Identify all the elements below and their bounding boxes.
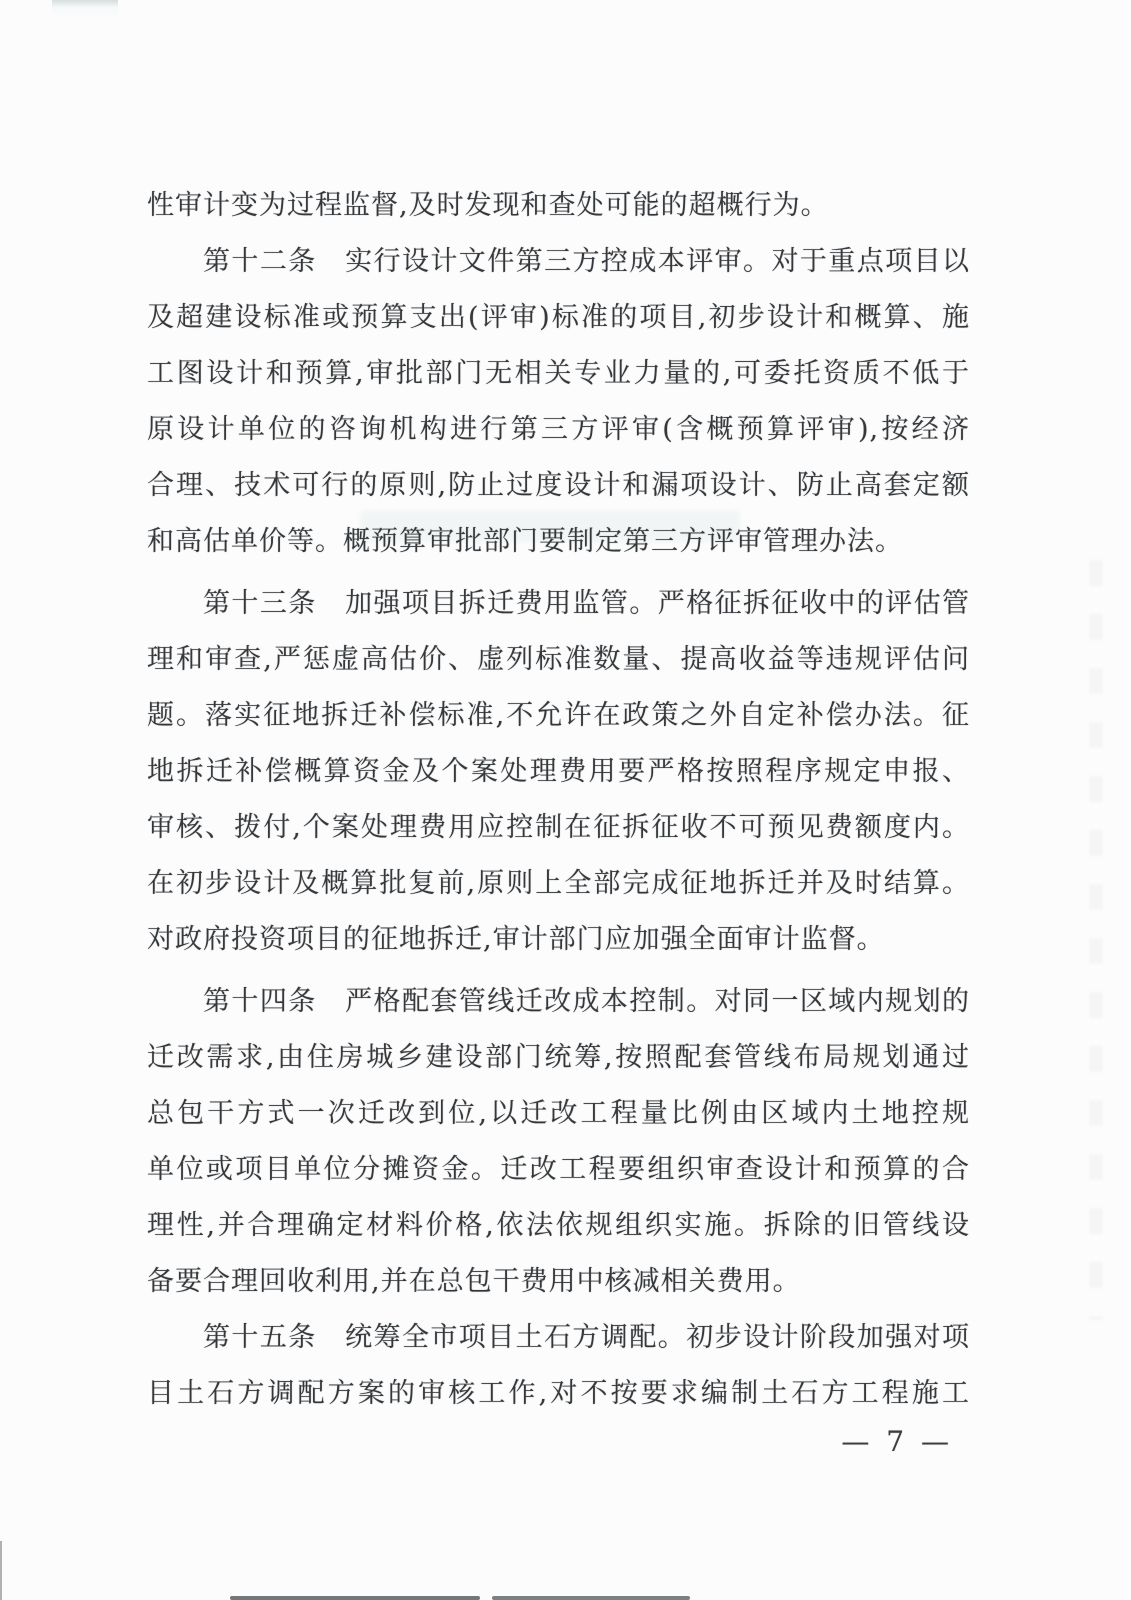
text-line: 在初步设计及概算批复前,原则上全部完成征地拆迁并及时结算。: [147, 868, 970, 899]
text-line: 审核、拨付,个案处理费用应控制在征拆征收不可预见费额度内。: [147, 812, 970, 843]
text-line: 备要合理回收利用,并在总包干费用中核减相关费用。: [147, 1266, 801, 1297]
paragraph-article-12: [147, 234, 970, 570]
scan-artifact-margin-ghosting: [1089, 560, 1103, 1320]
page-number: — 7 —: [841, 1425, 953, 1458]
text-line: 题。落实征地拆迁补偿标准,不允许在政策之外自定补偿办法。征: [147, 700, 970, 731]
text-line: 第十三条 加强项目拆迁费用监管。严格征拆征收中的评估管: [203, 588, 970, 619]
paragraph-article-13: [147, 576, 970, 968]
text-line: 和高估单价等。概预算审批部门要制定第三方评审管理办法。: [147, 526, 903, 557]
paragraph-article-15: [147, 1310, 970, 1422]
text-line: 第十四条 严格配套管线迁改成本控制。对同一区域内规划的: [203, 986, 970, 1017]
text-line: 理和审查,严惩虚高估价、虚列标准数量、提高收益等违规评估问: [147, 644, 970, 675]
text-line: 工图设计和预算,审批部门无相关专业力量的,可委托资质不低于: [147, 358, 970, 389]
text-line: 地拆迁补偿概算资金及个案处理费用要严格按照程序规定申报、: [147, 756, 970, 787]
text-line: 第十五条 统筹全市项目土石方调配。初步设计阶段加强对项: [203, 1322, 970, 1353]
scan-artifact-bottom-edge-line: [492, 1596, 690, 1600]
scan-artifact-bottom-edge-line: [230, 1596, 480, 1600]
text-line: 对政府投资项目的征地拆迁,审计部门应加强全面审计监督。: [147, 924, 885, 955]
text-line: 迁改需求,由住房城乡建设部门统筹,按照配套管线布局规划通过: [147, 1042, 970, 1073]
text-line: 目土石方调配方案的审核工作,对不按要求编制土石方工程施工: [147, 1378, 970, 1409]
scan-artifact-top-smudge: [52, 0, 118, 18]
text-line: 理性,并合理确定材料价格,依法依规组织实施。拆除的旧管线设: [147, 1210, 970, 1241]
text-line: 及超建设标准或预算支出(评审)标准的项目,初步设计和概算、施: [147, 302, 970, 333]
text-line: 性审计变为过程监督,及时发现和查处可能的超概行为。: [147, 190, 829, 221]
paragraph-continuation: [147, 178, 970, 234]
document-text-block: [147, 178, 970, 1422]
text-line: 总包干方式一次迁改到位,以迁改工程量比例由区域内土地控规: [147, 1098, 970, 1129]
text-line: 合理、技术可行的原则,防止过度设计和漏项设计、防止高套定额: [147, 470, 970, 501]
scan-artifact-left-edge-line: [0, 1541, 2, 1600]
paragraph-article-14: [147, 974, 970, 1310]
text-line: 单位或项目单位分摊资金。迁改工程要组织审查设计和预算的合: [147, 1154, 970, 1185]
text-line: 第十二条 实行设计文件第三方控成本评审。对于重点项目以: [203, 246, 970, 277]
text-line: 原设计单位的咨询机构进行第三方评审(含概预算评审),按经济: [147, 414, 970, 445]
